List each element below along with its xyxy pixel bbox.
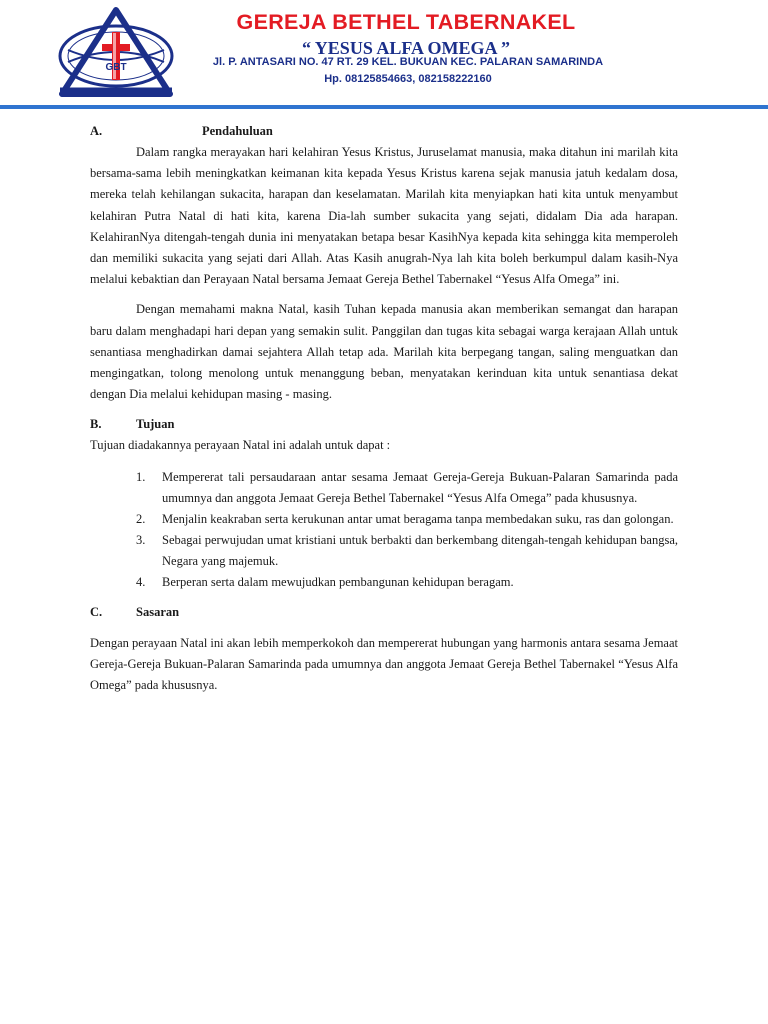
list-text: Berperan serta dalam mewujudkan pembangunan kehidupan beragam. xyxy=(162,574,514,589)
document-body xyxy=(90,121,678,696)
section-letter: A. xyxy=(90,124,103,138)
section-title: Tujuan xyxy=(136,417,175,432)
list-item xyxy=(90,467,678,509)
church-phone: Hp. 08125854663, 082158222160 xyxy=(324,73,492,85)
section-c-heading xyxy=(90,602,678,623)
church-motto: “ YESUS ALFA OMEGA ” xyxy=(301,38,511,58)
church-logo xyxy=(52,6,180,98)
list-item xyxy=(90,509,678,530)
church-address: Jl. P. ANTASARI NO. 47 RT. 29 KEL. BUKUAN KEC. PALARAN SAMARINDA xyxy=(212,56,604,68)
church-name: GEREJA BETHEL TABERNAKEL xyxy=(236,10,576,34)
list-number: 4. xyxy=(136,574,146,589)
list-number: 2. xyxy=(136,511,146,526)
paragraph: Dengan memahami makna Natal, kasih Tuhan kepada manusia akan memberikan semangat dan harapan baru dalam menghadapi hari depan yang semakin sulit. Panggilan dan tugas kita sebagai warga kerajaan Allah untuk senantiasa menghadirkan damai sejahtera Allah tetap ada. Marilah kita berpegang tangan, saling menguatkan dan mengingatkan, tolong menolong untuk menanggung beban, menyatakan kerinduan kita untuk senantiasa dekat dengan Dia melalui kehidupan masing - masing. xyxy=(90,302,678,402)
list-item xyxy=(90,530,678,572)
section-a-heading xyxy=(90,121,678,142)
paragraph: Dengan perayaan Natal ini akan lebih memperkokoh dan mempererat hubungan yang harmonis antara sesama Jemaat Gereja-Gereja Bukuan-Palaran Samarinda pada umumnya dan anggota Jemaat Gereja Bethel Tabernakel “Yesus Alfa Omega” pada khususnya. xyxy=(90,635,678,693)
list-number: 3. xyxy=(136,532,146,547)
spacer xyxy=(90,290,678,299)
spacer xyxy=(90,593,678,602)
section-b-heading xyxy=(90,414,678,435)
list-text: Mempererat tali persaudaraan antar sesama Jemaat Gereja-Gereja Bukuan-Palaran Samarinda pada umumnya dan anggota Jemaat Gereja Bethel Tabernakel “Yesus Alfa Omega” pada khususnya. xyxy=(162,469,678,505)
letterhead xyxy=(0,0,768,112)
list-number: 1. xyxy=(136,469,146,484)
spacer xyxy=(90,405,678,414)
list-item xyxy=(90,572,678,593)
paragraph: Tujuan diadakannya perayaan Natal ini adalah untuk dapat : xyxy=(90,438,391,453)
letterhead-divider xyxy=(0,105,768,109)
section-letter: C. xyxy=(90,604,103,619)
spacer xyxy=(90,457,678,467)
logo-letters: GBT xyxy=(105,62,127,73)
section-letter: B. xyxy=(90,417,102,432)
section-title: Pendahuluan xyxy=(202,124,273,138)
list-text: Menjalin keakraban serta kerukunan antar umat beragama tanpa membedakan suku, ras dan golongan. xyxy=(162,511,674,526)
paragraph: Dalam rangka merayakan hari kelahiran Yesus Kristus, Juruselamat manusia, maka ditahun ini marilah kita bersama-sama lebih meningkatkan keimanan kita kepada Yesus Kristus karena sejak manusia jatuh kedalam dosa, mereka telah kehilangan sukacita, harapan dan keselamatan. Marilah kita menyiapkan hati kita untuk menyambut kelahiran Putra Natal di hati kita, karena Dia-lah sumber sukacita yang sejati, didalam Dia ada harapan. KelahiranNya ditengah-tengah dunia ini menyatakan betapa besar KasihNya kepada kita sehingga kita memperoleh dan memiliki sukacita yang sejati dari Allah. Atas Kasih anugrah-Nya lah kita boleh berkumpul dalam kasih-Nya melalui kebaktian dan Perayaan Natal bersama Jemaat Gereja Bethel Tabernakel “Yesus Alfa Omega” ini. xyxy=(90,145,678,287)
list-text: Sebagai perwujudan umat kristiani untuk berbakti dan berkembang ditengah-tengah kehidupan bangsa, Negara yang majemuk. xyxy=(162,532,678,568)
spacer xyxy=(90,623,678,633)
goals-list xyxy=(90,467,678,593)
section-title: Sasaran xyxy=(136,604,180,619)
